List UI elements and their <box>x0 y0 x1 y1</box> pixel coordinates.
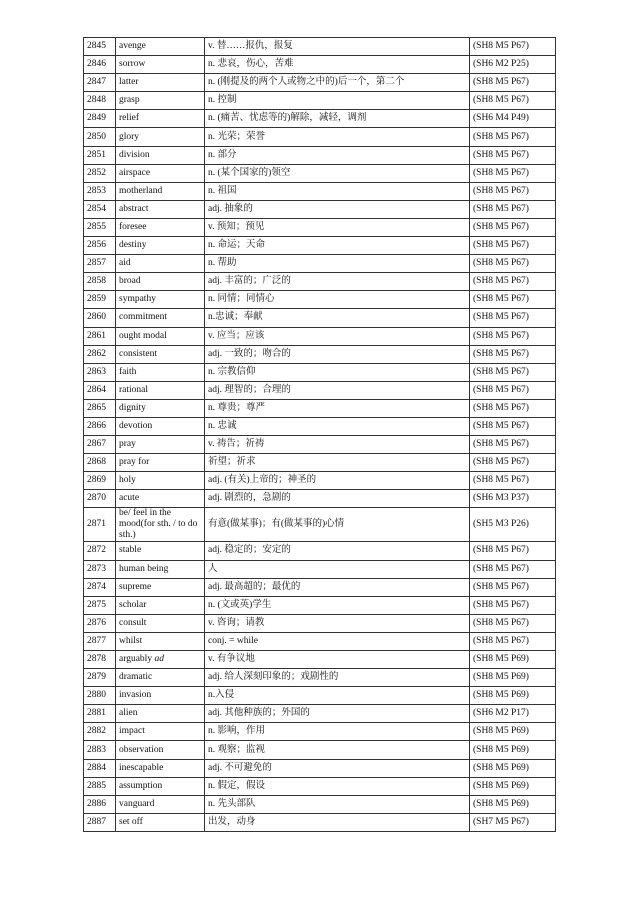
entry-word: consistent <box>116 345 205 363</box>
entry-source: (SH8 M5 P69) <box>470 669 556 687</box>
entry-number: 2868 <box>84 454 116 472</box>
entry-definition: v. 替……报仇，报复 <box>205 38 470 56</box>
entry-definition: n.忠诚；奉献 <box>205 309 470 327</box>
entry-word: alien <box>116 705 205 723</box>
entry-definition: v. 咨询；请教 <box>205 614 470 632</box>
table-row <box>84 596 556 614</box>
entry-source: (SH5 M3 P26) <box>470 508 556 542</box>
entry-word: devotion <box>116 417 205 435</box>
entry-number: 2886 <box>84 795 116 813</box>
table-row <box>84 777 556 795</box>
entry-source: (SH6 M3 P37) <box>470 490 556 508</box>
entry-source: (SH7 M5 P67) <box>470 813 556 831</box>
entry-number: 2881 <box>84 705 116 723</box>
entry-definition: conj. = while <box>205 632 470 650</box>
entry-word: acute <box>116 490 205 508</box>
entry-source: (SH8 M5 P67) <box>470 399 556 417</box>
entry-source: (SH8 M5 P69) <box>470 741 556 759</box>
entry-source: (SH8 M5 P67) <box>470 182 556 200</box>
entry-number: 2872 <box>84 542 116 560</box>
entry-definition: n. 观察；监视 <box>205 741 470 759</box>
entry-word: commitment <box>116 309 205 327</box>
entry-definition: adj. 给人深刻印象的；戏剧性的 <box>205 669 470 687</box>
entry-source: (SH8 M5 P67) <box>470 146 556 164</box>
entry-source: (SH8 M5 P67) <box>470 38 556 56</box>
entry-word: faith <box>116 363 205 381</box>
entry-number: 2874 <box>84 578 116 596</box>
entry-source: (SH8 M5 P69) <box>470 723 556 741</box>
entry-word: motherland <box>116 182 205 200</box>
entry-definition: adj. 丰富的；广泛的 <box>205 273 470 291</box>
entry-word: foresee <box>116 218 205 236</box>
entry-definition: adj. 最高超的；最优的 <box>205 578 470 596</box>
entry-definition: 祈望；祈求 <box>205 454 470 472</box>
entry-source: (SH8 M5 P67) <box>470 454 556 472</box>
entry-definition: adj. (有关)上帝的；神圣的 <box>205 472 470 490</box>
table-row <box>84 345 556 363</box>
entry-number: 2859 <box>84 291 116 309</box>
entry-source: (SH8 M5 P67) <box>470 542 556 560</box>
table-row <box>84 363 556 381</box>
entry-definition: n. 控制 <box>205 92 470 110</box>
table-row <box>84 110 556 128</box>
entry-number: 2851 <box>84 146 116 164</box>
entry-number: 2866 <box>84 417 116 435</box>
entry-source: (SH8 M5 P67) <box>470 237 556 255</box>
entry-number: 2880 <box>84 687 116 705</box>
entry-definition: n. (文或英)学生 <box>205 596 470 614</box>
entry-definition: n. 祖国 <box>205 182 470 200</box>
entry-definition: 人 <box>205 560 470 578</box>
entry-definition: adj. 剧烈的，急剧的 <box>205 490 470 508</box>
entry-source: (SH6 M2 P17) <box>470 705 556 723</box>
entry-source: (SH8 M5 P67) <box>470 472 556 490</box>
entry-number: 2864 <box>84 381 116 399</box>
entry-word: scholar <box>116 596 205 614</box>
entry-word: vanguard <box>116 795 205 813</box>
entry-number: 2853 <box>84 182 116 200</box>
entry-word: latter <box>116 74 205 92</box>
table-row <box>84 454 556 472</box>
table-row <box>84 74 556 92</box>
table-row <box>84 146 556 164</box>
entry-number: 2845 <box>84 38 116 56</box>
entry-number: 2849 <box>84 110 116 128</box>
entry-definition: n. (痛苦、忧虑等的)解除，减轻，调剂 <box>205 110 470 128</box>
table-row <box>84 669 556 687</box>
entry-definition: n. (某个国家的)领空 <box>205 164 470 182</box>
entry-word: holy <box>116 472 205 490</box>
entry-source: (SH8 M5 P67) <box>470 578 556 596</box>
entry-number: 2863 <box>84 363 116 381</box>
table-row <box>84 723 556 741</box>
entry-definition: n. 同情；同情心 <box>205 291 470 309</box>
entry-definition: adj. 其他种族的；外国的 <box>205 705 470 723</box>
entry-number: 2854 <box>84 200 116 218</box>
entry-source: (SH8 M5 P67) <box>470 614 556 632</box>
entry-source: (SH8 M5 P67) <box>470 417 556 435</box>
entry-definition: v. 有争议地 <box>205 651 470 669</box>
table-row <box>84 273 556 291</box>
table-row <box>84 92 556 110</box>
entry-word: assumption <box>116 777 205 795</box>
entry-word: relief <box>116 110 205 128</box>
entry-number: 2865 <box>84 399 116 417</box>
entry-word: set off <box>116 813 205 831</box>
entry-word: stable <box>116 542 205 560</box>
entry-word: rational <box>116 381 205 399</box>
entry-definition: n. 部分 <box>205 146 470 164</box>
table-row <box>84 578 556 596</box>
part-of-speech-italic: ad <box>154 654 164 665</box>
table-row <box>84 490 556 508</box>
table-row <box>84 560 556 578</box>
table-row <box>84 651 556 669</box>
table-row <box>84 309 556 327</box>
entry-number: 2867 <box>84 436 116 454</box>
entry-word: observation <box>116 741 205 759</box>
entry-number: 2887 <box>84 813 116 831</box>
table-row <box>84 327 556 345</box>
entry-number: 2852 <box>84 164 116 182</box>
entry-word: supreme <box>116 578 205 596</box>
entry-source: (SH8 M5 P67) <box>470 309 556 327</box>
entry-word: invasion <box>116 687 205 705</box>
entry-definition: 有意(做某事)；有(做某事的)心情 <box>205 508 470 542</box>
entry-source: (SH8 M5 P69) <box>470 795 556 813</box>
entry-definition: 出发，动身 <box>205 813 470 831</box>
table-row <box>84 632 556 650</box>
vocabulary-table-body <box>84 38 556 832</box>
entry-definition: adj. 不可避免的 <box>205 759 470 777</box>
entry-definition: n. 悲哀，伤心，苦难 <box>205 56 470 74</box>
entry-source: (SH8 M5 P69) <box>470 777 556 795</box>
table-row <box>84 759 556 777</box>
entry-word: avenge <box>116 38 205 56</box>
entry-definition: n. 假定，假设 <box>205 777 470 795</box>
entry-definition: n. 影响，作用 <box>205 723 470 741</box>
table-row <box>84 182 556 200</box>
entry-number: 2869 <box>84 472 116 490</box>
entry-word: destiny <box>116 237 205 255</box>
entry-word: glory <box>116 128 205 146</box>
entry-definition: n. 忠诚 <box>205 417 470 435</box>
table-row <box>84 291 556 309</box>
table-row <box>84 38 556 56</box>
entry-word: broad <box>116 273 205 291</box>
entry-definition: adj. 抽象的 <box>205 200 470 218</box>
entry-number: 2870 <box>84 490 116 508</box>
table-row <box>84 255 556 273</box>
entry-number: 2848 <box>84 92 116 110</box>
entry-word: sorrow <box>116 56 205 74</box>
entry-number: 2882 <box>84 723 116 741</box>
entry-number: 2861 <box>84 327 116 345</box>
table-row <box>84 399 556 417</box>
entry-source: (SH8 M5 P67) <box>470 291 556 309</box>
entry-word: grasp <box>116 92 205 110</box>
table-row <box>84 795 556 813</box>
entry-definition: n. 光荣；荣誉 <box>205 128 470 146</box>
entry-definition: n. 尊贵；尊严 <box>205 399 470 417</box>
entry-word: whilst <box>116 632 205 650</box>
table-row <box>84 687 556 705</box>
entry-definition: n.入侵 <box>205 687 470 705</box>
entry-number: 2884 <box>84 759 116 777</box>
entry-word: sympathy <box>116 291 205 309</box>
table-row <box>84 417 556 435</box>
entry-source: (SH8 M5 P67) <box>470 74 556 92</box>
entry-word: dignity <box>116 399 205 417</box>
table-row <box>84 542 556 560</box>
table-row <box>84 741 556 759</box>
table-row <box>84 56 556 74</box>
entry-word: inescapable <box>116 759 205 777</box>
entry-source: (SH8 M5 P67) <box>470 345 556 363</box>
entry-definition: v. 应当；应该 <box>205 327 470 345</box>
entry-number: 2846 <box>84 56 116 74</box>
entry-number: 2871 <box>84 508 116 542</box>
entry-source: (SH8 M5 P67) <box>470 92 556 110</box>
table-row <box>84 508 556 542</box>
entry-definition: n. 先头部队 <box>205 795 470 813</box>
entry-definition: n. 宗教信仰 <box>205 363 470 381</box>
table-row <box>84 381 556 399</box>
table-row <box>84 200 556 218</box>
entry-number: 2857 <box>84 255 116 273</box>
entry-source: (SH6 M4 P49) <box>470 110 556 128</box>
entry-source: (SH8 M5 P67) <box>470 436 556 454</box>
entry-word: aid <box>116 255 205 273</box>
entry-source: (SH8 M5 P69) <box>470 651 556 669</box>
entry-source: (SH8 M5 P67) <box>470 164 556 182</box>
entry-source: (SH8 M5 P67) <box>470 200 556 218</box>
entry-number: 2850 <box>84 128 116 146</box>
entry-number: 2878 <box>84 651 116 669</box>
entry-word: pray for <box>116 454 205 472</box>
entry-number: 2883 <box>84 741 116 759</box>
entry-number: 2847 <box>84 74 116 92</box>
entry-source: (SH8 M5 P67) <box>470 596 556 614</box>
entry-source: (SH8 M5 P67) <box>470 255 556 273</box>
entry-word: pray <box>116 436 205 454</box>
table-row <box>84 164 556 182</box>
entry-word: abstract <box>116 200 205 218</box>
entry-source: (SH8 M5 P67) <box>470 632 556 650</box>
entry-definition: adj. 理智的；合理的 <box>205 381 470 399</box>
entry-number: 2855 <box>84 218 116 236</box>
entry-source: (SH8 M5 P67) <box>470 218 556 236</box>
entry-source: (SH6 M2 P25) <box>470 56 556 74</box>
entry-word: impact <box>116 723 205 741</box>
entry-source: (SH8 M5 P67) <box>470 327 556 345</box>
table-row <box>84 472 556 490</box>
table-row <box>84 705 556 723</box>
entry-number: 2873 <box>84 560 116 578</box>
entry-source: (SH8 M5 P67) <box>470 363 556 381</box>
entry-source: (SH8 M5 P67) <box>470 381 556 399</box>
entry-source: (SH8 M5 P67) <box>470 560 556 578</box>
entry-definition: n. 命运；天命 <box>205 237 470 255</box>
table-row <box>84 436 556 454</box>
entry-number: 2877 <box>84 632 116 650</box>
entry-definition: n. (刚提及的两个人或物之中的)后一个，第二个 <box>205 74 470 92</box>
vocabulary-table <box>83 37 556 832</box>
entry-number: 2876 <box>84 614 116 632</box>
entry-number: 2858 <box>84 273 116 291</box>
entry-word: ought modal <box>116 327 205 345</box>
entry-definition: adj. 稳定的；安定的 <box>205 542 470 560</box>
entry-source: (SH8 M5 P69) <box>470 687 556 705</box>
entry-word: human being <box>116 560 205 578</box>
entry-word: division <box>116 146 205 164</box>
entry-number: 2856 <box>84 237 116 255</box>
entry-number: 2875 <box>84 596 116 614</box>
entry-number: 2860 <box>84 309 116 327</box>
entry-definition: adj. 一致的；吻合的 <box>205 345 470 363</box>
entry-definition: n. 帮助 <box>205 255 470 273</box>
table-row <box>84 218 556 236</box>
entry-source: (SH8 M5 P67) <box>470 128 556 146</box>
table-row <box>84 237 556 255</box>
entry-source: (SH8 M5 P69) <box>470 759 556 777</box>
entry-word: be/ feel in the mood(for sth. / to do sth.) <box>116 508 205 542</box>
entry-source: (SH8 M5 P67) <box>470 273 556 291</box>
table-row <box>84 813 556 831</box>
entry-number: 2879 <box>84 669 116 687</box>
entry-number: 2885 <box>84 777 116 795</box>
entry-definition: v. 祷告；祈祷 <box>205 436 470 454</box>
entry-word: airspace <box>116 164 205 182</box>
entry-word: arguably ad <box>116 651 205 669</box>
entry-definition: v. 预知；预见 <box>205 218 470 236</box>
entry-word: dramatic <box>116 669 205 687</box>
table-row <box>84 128 556 146</box>
table-row <box>84 614 556 632</box>
entry-word: consult <box>116 614 205 632</box>
entry-number: 2862 <box>84 345 116 363</box>
